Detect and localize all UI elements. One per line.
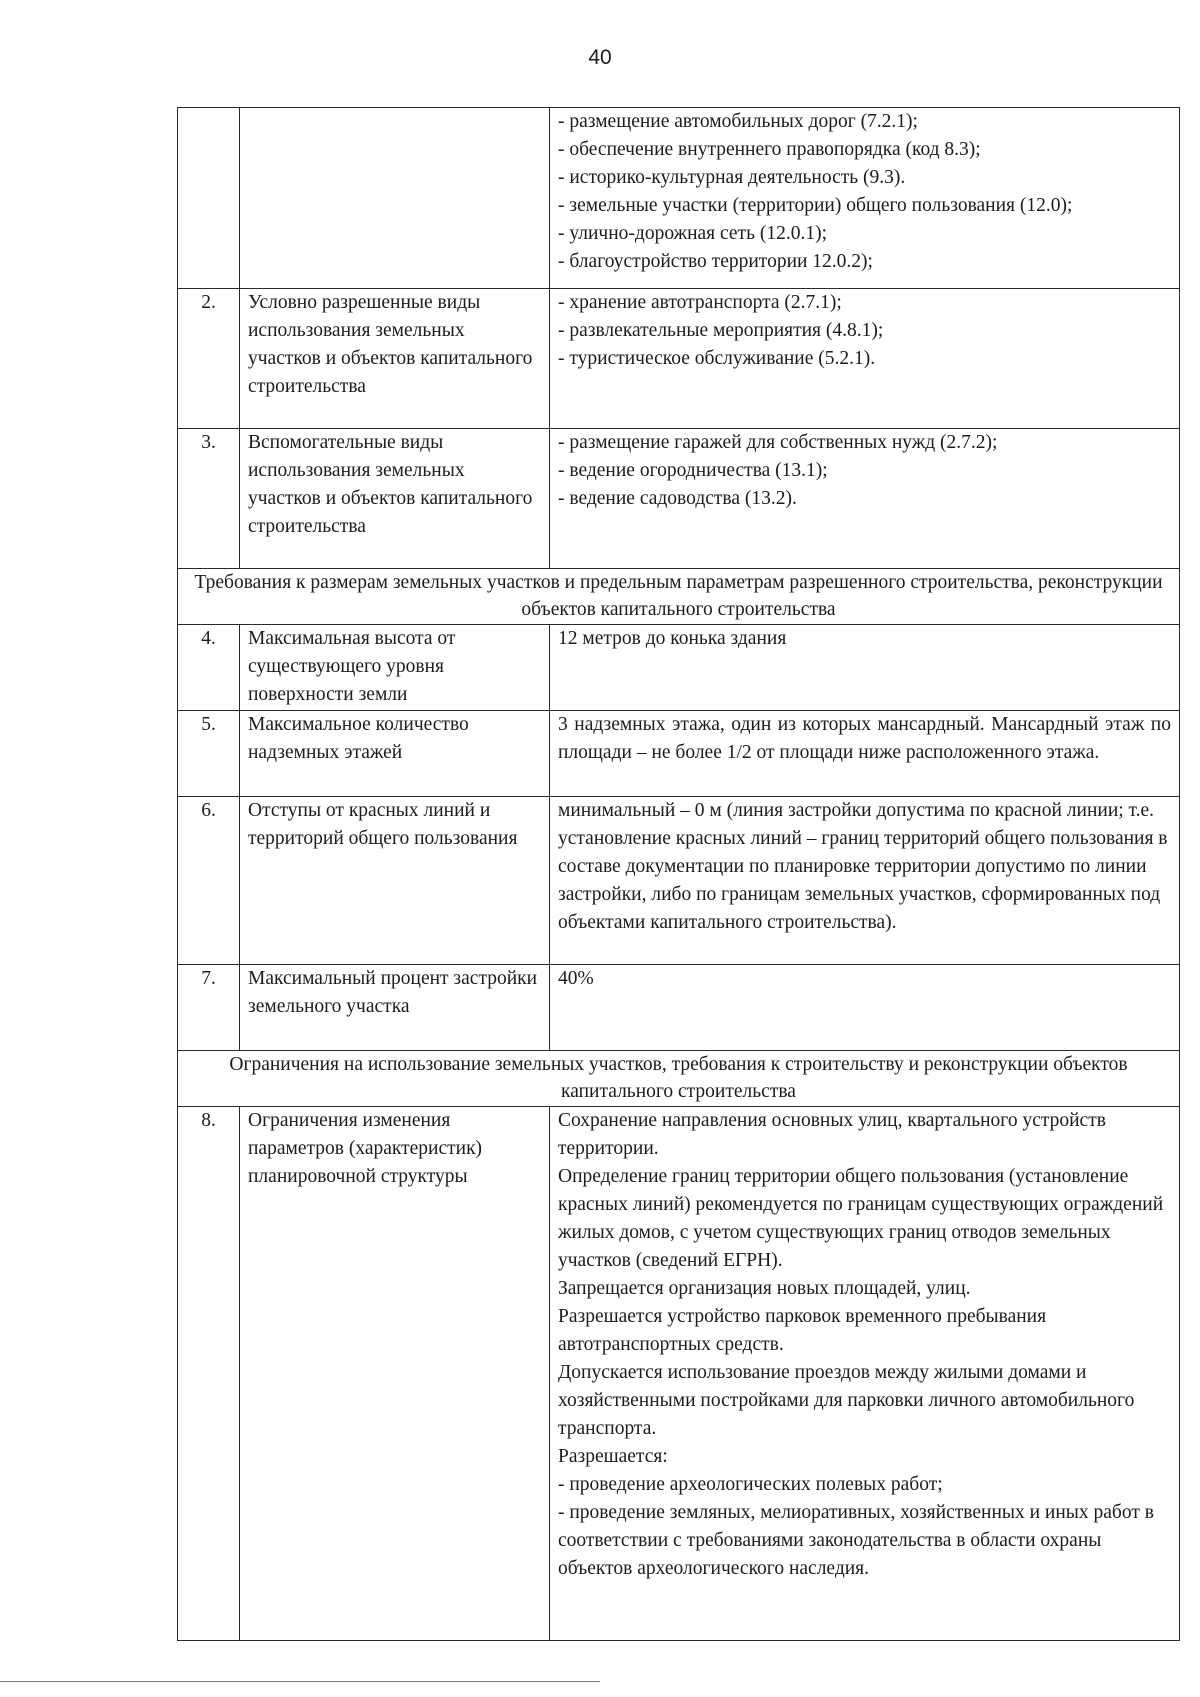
table-row (178, 429, 1180, 569)
table-row (178, 108, 1180, 289)
value-line: - историко-культурная деятельность (9.3). (558, 167, 906, 188)
value-line: - размещение автомобильных дорог (7.2.1); (558, 111, 918, 132)
value-line: - хранение автотранспорта (2.7.1); (558, 292, 842, 313)
row-title: Максимальное количество надземных этажей (240, 711, 550, 797)
row-title: Ограничения изменения параметров (характеристик) планировочной структуры (240, 1107, 550, 1641)
value-line: - ведение садоводства (13.2). (558, 488, 797, 509)
value-line: - благоустройство территории 12.0.2); (558, 251, 873, 272)
row-title: Максимальный процент застройки земельного участка (240, 965, 550, 1051)
section-heading: Требования к размерам земельных участков и предельным параметрам разрешенного строительства, реконструкции объектов капитального строительства (178, 569, 1180, 625)
table-row (178, 711, 1180, 797)
row-title: Условно разрешенные виды использования земельных участков и объектов капитального строительства (240, 289, 550, 429)
section-header-row (178, 569, 1180, 625)
row-value: 3 надземных этажа, один из которых мансардный. Мансардный этаж по площади – не более 1/2 от площади ниже расположенного этажа. (550, 711, 1180, 797)
value-line: - туристическое обслуживание (5.2.1). (558, 348, 876, 369)
row-number (178, 108, 240, 289)
value-paragraph: Разрешается устройство парковок временного пребывания автотранспортных средств. (558, 1306, 1047, 1355)
value-line: - развлекательные мероприятия (4.8.1); (558, 320, 884, 341)
page-number: 40 (588, 46, 612, 69)
row-value: 12 метров до конька здания (550, 625, 1180, 711)
row-value: 40% (550, 965, 1180, 1051)
table-row (178, 1107, 1180, 1641)
row-value (550, 429, 1180, 569)
table-row (178, 965, 1180, 1051)
value-paragraph: Разрешается: (558, 1446, 668, 1467)
row-value: минимальный – 0 м (линия застройки допустима по красной линии; т.е. установление красных линий – границ территорий общего пользования в составе документации по планировке территории допустимо по линии застройки, либо по границам земельных участков, сформированных под объектами капитального строительства). (550, 797, 1180, 965)
value-paragraph: Определение границ территории общего пользования (установление красных линий) рекомендуется по границам существующих ограждений жилых домов, с учетом существующих границ отводов земельных участков (сведений ЕГРН). (558, 1166, 1164, 1271)
table-row (178, 797, 1180, 965)
row-number: 7. (178, 965, 240, 1051)
row-value (550, 289, 1180, 429)
value-paragraph: - проведение археологических полевых работ; (558, 1474, 943, 1495)
table-row (178, 289, 1180, 429)
value-paragraph: Сохранение направления основных улиц, квартального устройств территории. (558, 1110, 1106, 1159)
row-number: 5. (178, 711, 240, 797)
section-header-row (178, 1051, 1180, 1107)
regulations-table (177, 107, 1180, 1641)
value-line: - улично-дорожная сеть (12.0.1); (558, 223, 828, 244)
row-title: Отступы от красных линий и территорий общего пользования (240, 797, 550, 965)
row-value (550, 1107, 1180, 1641)
section-heading: Ограничения на использование земельных участков, требования к строительству и реконструкции объектов капитального строительства (178, 1051, 1180, 1107)
row-title (240, 108, 550, 289)
value-paragraph: - проведение земляных, мелиоративных, хозяйственных и иных работ в соответствии с требованиями законодательства в области охраны объектов археологического наследия. (558, 1502, 1154, 1579)
row-number: 2. (178, 289, 240, 429)
value-line: - обеспечение внутреннего правопорядка (код 8.3); (558, 139, 981, 160)
value-paragraph: Запрещается организация новых площадей, улиц. (558, 1278, 971, 1299)
table-row (178, 625, 1180, 711)
value-line: - ведение огородничества (13.1); (558, 460, 828, 481)
row-title: Вспомогательные виды использования земельных участков и объектов капитального строительства (240, 429, 550, 569)
value-line: - земельные участки (территории) общего пользования (12.0); (558, 195, 1073, 216)
value-paragraph: Допускается использование проездов между жилыми домами и хозяйственными постройками для парковки личного автомобильного транспорта. (558, 1362, 1135, 1439)
row-number: 6. (178, 797, 240, 965)
row-number: 3. (178, 429, 240, 569)
row-title: Максимальная высота от существующего уровня поверхности земли (240, 625, 550, 711)
row-number: 8. (178, 1107, 240, 1641)
row-value (550, 108, 1180, 289)
value-line: - размещение гаражей для собственных нужд (2.7.2); (558, 432, 998, 453)
row-number: 4. (178, 625, 240, 711)
bottom-divider (0, 1681, 600, 1682)
